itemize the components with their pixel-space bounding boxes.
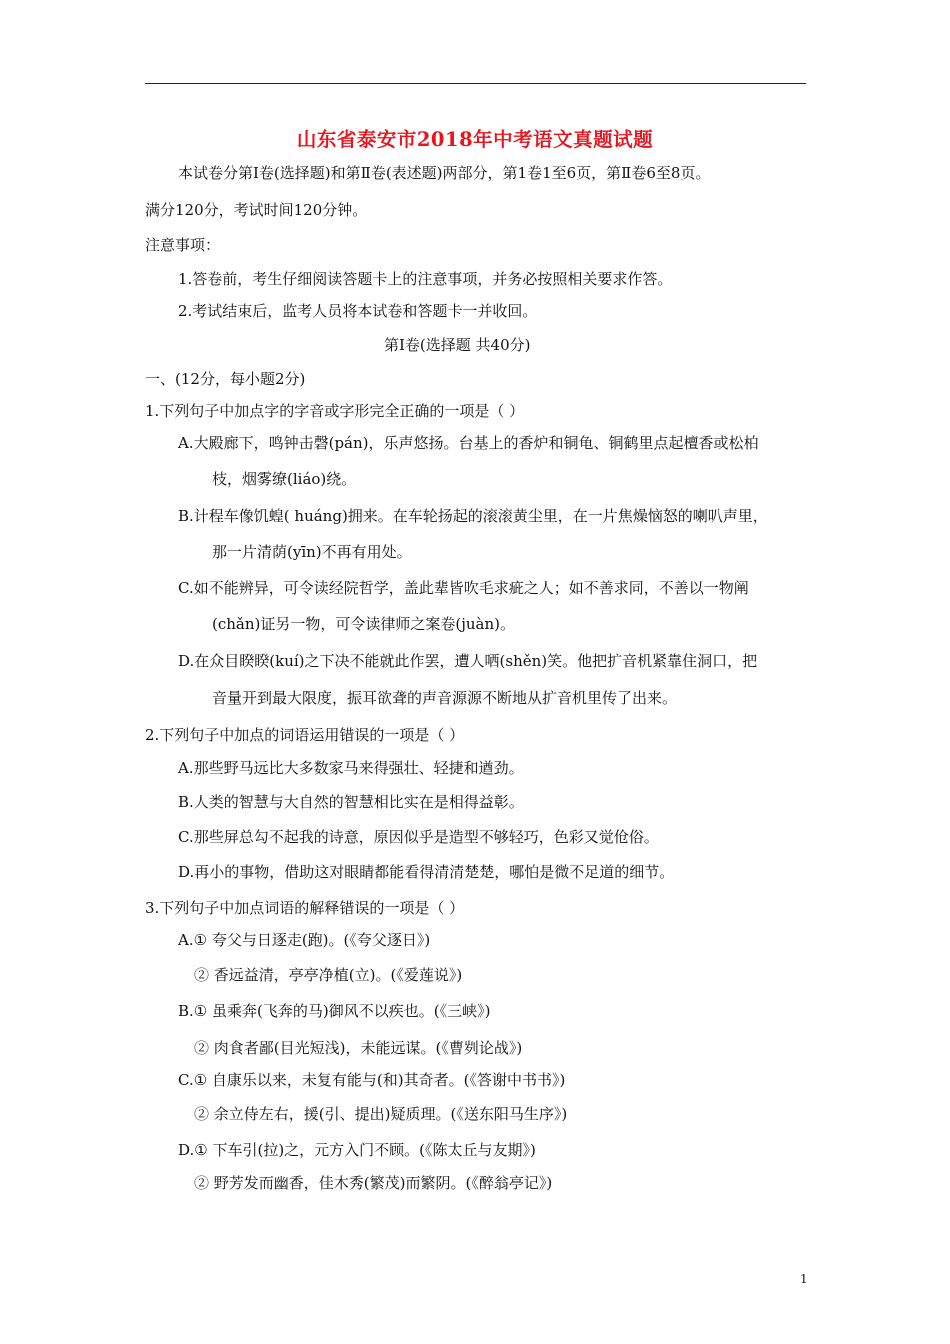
question-3-option-a-2: ② 香远益清，亭亭净植(立)。(《爱莲说》)	[194, 966, 463, 984]
question-3-option-c-2: ② 余立侍左右，援(引、提出)疑质理。(《送东阳马生序》)	[194, 1105, 568, 1123]
question-3-option-d-2: ② 野芳发而幽香，佳木秀(繁茂)而繁阴。(《醉翁亭记》)	[194, 1174, 553, 1192]
question-2-option-d: D.再小的事物，借助这对眼睛都能看得清清楚楚，哪怕是微不足道的细节。	[178, 863, 675, 881]
question-1-option-a-line-1: A.大殿廊下，鸣钟击磬(pán)，乐声悠扬。台基上的香炉和铜龟、铜鹤里点起檀香或松柏	[178, 434, 759, 452]
question-1-option-b-line-2: 那一片清荫(yīn)不再有用处。	[212, 543, 412, 561]
question-3-option-a-1: A.① 夸父与日逐走(跑)。(《夸父逐日》)	[178, 931, 431, 949]
intro-line-1: 本试卷分第Ⅰ卷(选择题)和第Ⅱ卷(表述题)两部分，第1卷1至6页，第Ⅱ卷6至8页。	[178, 164, 711, 182]
question-2-option-b: B.人类的智慧与大自然的智慧相比实在是相得益彰。	[178, 793, 524, 811]
question-3-option-d-1: D.① 下车引(拉)之，元方入门不顾。(《陈太丘与友期》)	[178, 1141, 536, 1159]
question-2-option-c: C.那些屏总勾不起我的诗意，原因似乎是造型不够轻巧，色彩又觉伧俗。	[178, 828, 659, 846]
question-1-stem: 1.下列句子中加点字的字音或字形完全正确的一项是（ ）	[145, 402, 525, 420]
page-title: 山东省泰安市2018年中考语文真题试题	[296, 128, 654, 151]
question-1-option-c-line-1: C.如不能辨异，可令读经院哲学，盖此辈皆吹毛求疵之人；如不善求同，不善以一物阐	[178, 579, 749, 597]
question-1-option-b-line-1: B.计程车像饥蝗( huáng)拥来。在车轮扬起的滚滚黄尘里，在一片焦燥恼怒的喇叭声里，	[178, 507, 768, 525]
question-3-option-b-1: B.① 虽乘奔(飞奔的马)御风不以疾也。(《三峡》)	[178, 1002, 491, 1020]
page-number: 1	[800, 1272, 808, 1286]
question-2-stem: 2.下列句子中加点的词语运用错误的一项是（ ）	[145, 726, 465, 744]
intro-line-2: 满分120分，考试时间120分钟。	[145, 201, 368, 219]
question-1-option-d-line-2: 音量开到最大限度，振耳欲聋的声音源源不断地从扩音机里传了出来。	[212, 689, 678, 707]
notes-item-2: 2.考试结束后，监考人员将本试卷和答题卡一并收回。	[178, 302, 538, 320]
question-3-option-b-2: ② 肉食者鄙(目光短浅)，未能远谋。(《曹刿论战》)	[194, 1039, 523, 1057]
notes-heading: 注意事项：	[145, 236, 221, 254]
question-1-option-a-line-2: 枝，烟雾缭(liáo)绕。	[212, 470, 357, 488]
question-1-option-c-line-2: (chǎn)证另一物，可令读律师之案卷(juàn)。	[212, 615, 515, 633]
header-rule	[145, 83, 806, 84]
question-3-stem: 3.下列句子中加点词语的解释错误的一项是（ ）	[145, 899, 465, 917]
question-3-option-c-1: C.① 自康乐以来，未复有能与(和)其奇者。(《答谢中书书》)	[178, 1071, 566, 1089]
notes-item-1: 1.答卷前，考生仔细阅读答题卡上的注意事项，并务必按照相关要求作答。	[178, 270, 673, 288]
part-heading: 第Ⅰ卷(选择题 共40分)	[384, 336, 531, 354]
question-1-option-d-line-1: D.在众目睽睽(kuí)之下决不能就此作罢，遭人哂(shěn)笑。他把扩音机紧靠住洞口，把	[178, 652, 758, 670]
question-2-option-a: A.那些野马远比大多数家马来得强壮、轻捷和遒劲。	[178, 759, 524, 777]
section-heading: 一、(12分，每小题2分)	[145, 370, 306, 388]
